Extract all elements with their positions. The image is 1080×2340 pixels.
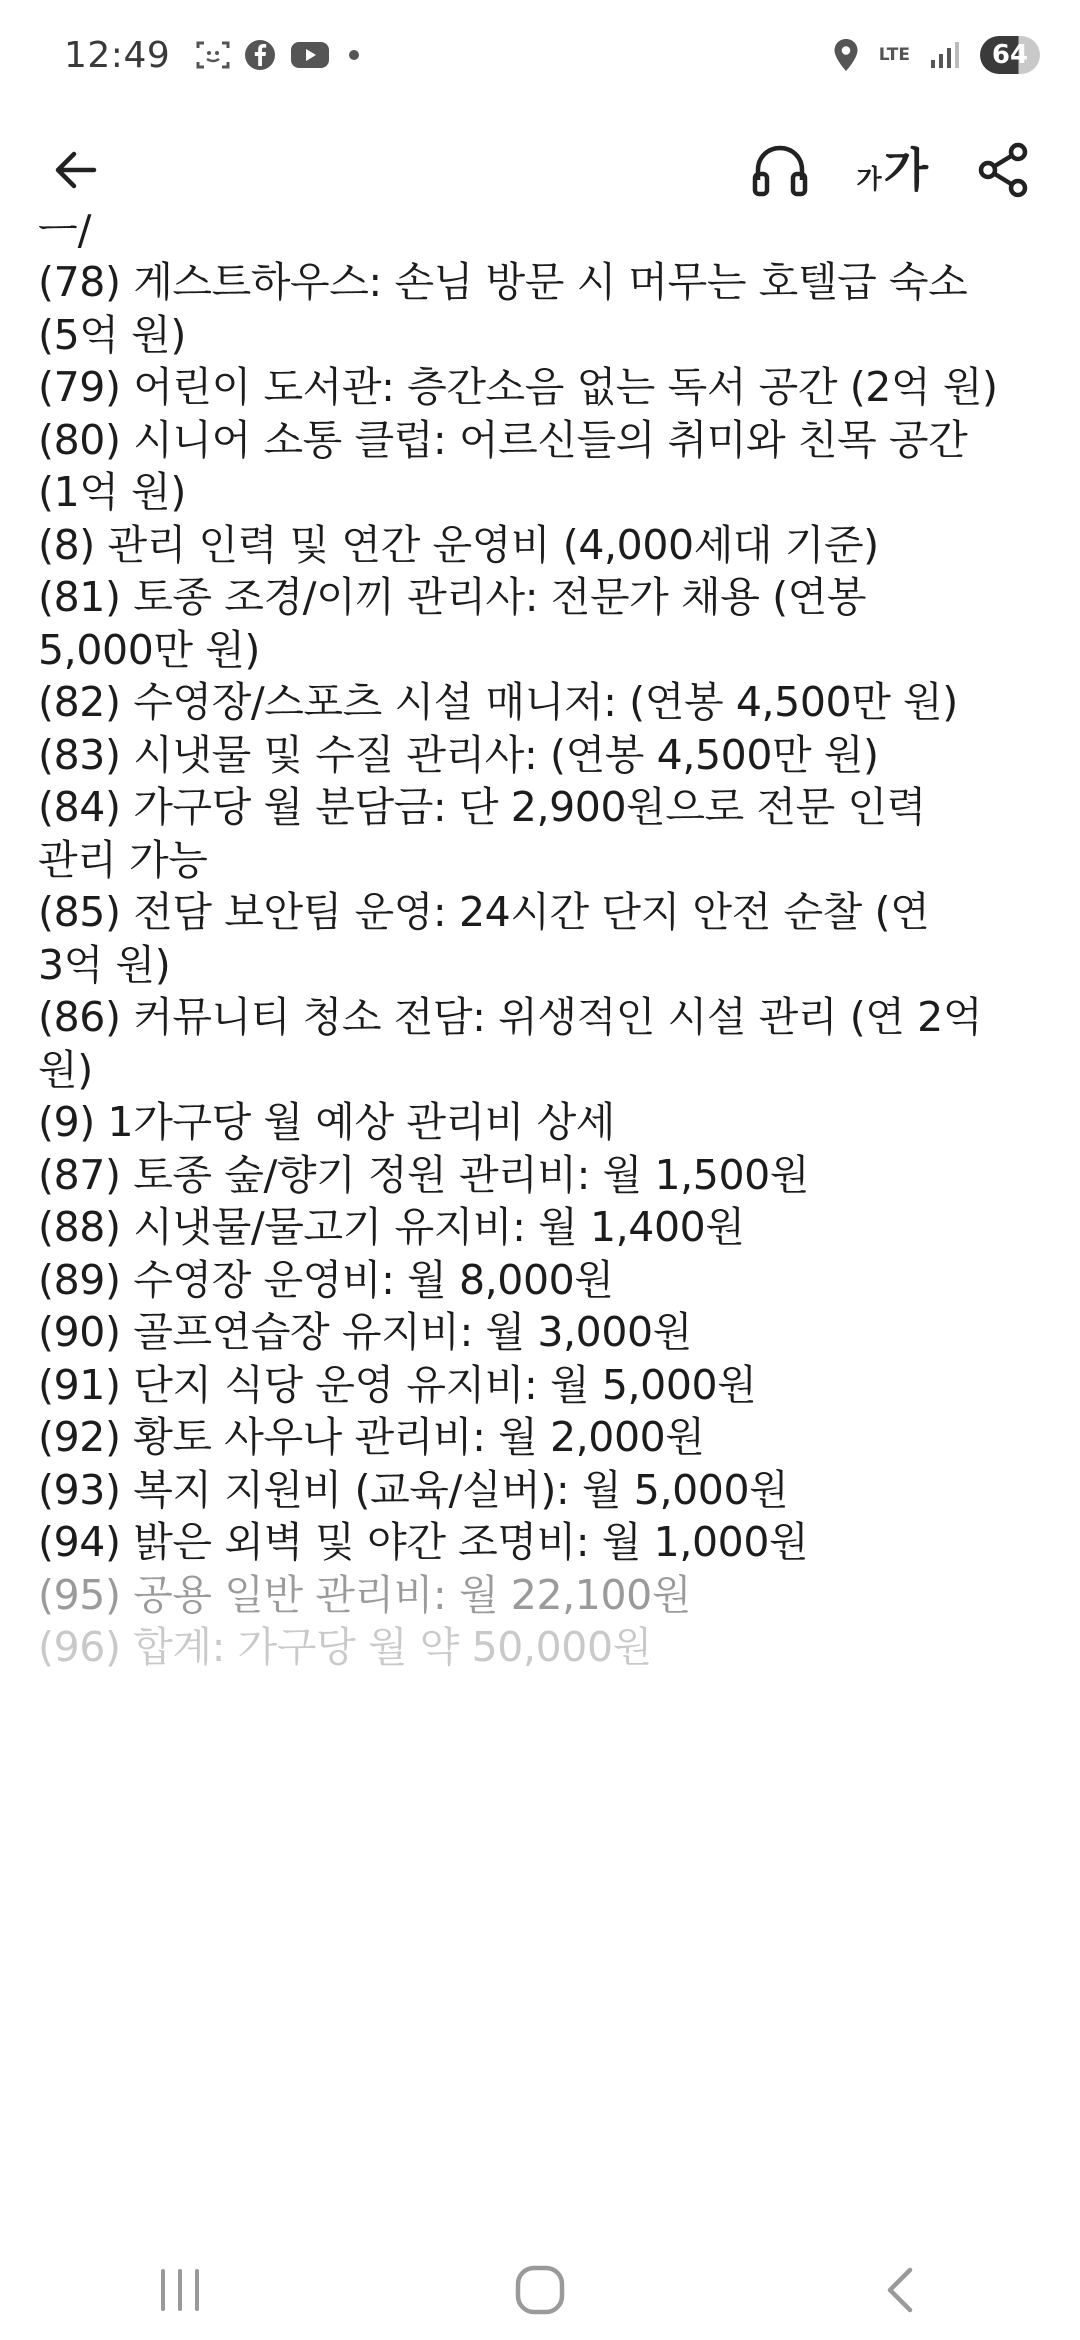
back-button[interactable] [40, 134, 112, 206]
article-line: (8) 관리 인력 및 연간 운영비 (4,000세대 기준) [38, 520, 879, 569]
article-line: (79) 어린이 도서관: 층간소음 없는 독서 공간 (2억 원) [38, 363, 998, 411]
home-button[interactable] [480, 2250, 600, 2330]
article-line: (82) 수영장/스포츠 시설 매니저: (연봉 4,500만 원) [38, 678, 958, 726]
recent-apps-button[interactable] [120, 2250, 240, 2330]
article-line: 3억 원) [38, 940, 171, 989]
battery-level: 64 [991, 40, 1029, 70]
article-line: (81) 토종 조경/이끼 관리사: 전문가 채용 (연봉 [38, 573, 867, 621]
article-line: (1억 원) [38, 468, 186, 516]
lte-label: LTE [878, 45, 910, 65]
article-line: (90) 골프연습장 유지비: 월 3,000원 [38, 1308, 692, 1356]
article-line: (88) 시냇물/물고기 유지비: 월 1,400원 [38, 1203, 745, 1251]
article-line: 5,000만 원) [38, 625, 261, 674]
lte-icon [879, 47, 910, 63]
article-line: (94) 밝은 외벽 및 야간 조명비: 월 1,000원 [38, 1518, 809, 1566]
article-line: (80) 시니어 소통 클럽: 어르신들의 취미와 친목 공간 [38, 415, 968, 464]
article-line: (92) 황토 사우나 관리비: 월 2,000원 [38, 1413, 705, 1461]
article-line-faded-2: (96) 합계: 가구당 월 약 50,000원 [38, 1623, 652, 1671]
facebook-icon [244, 39, 276, 71]
share-icon [976, 142, 1032, 198]
nav-back-button[interactable] [840, 2250, 960, 2330]
status-icons-right [833, 36, 1040, 74]
app-bar-actions [744, 134, 1040, 206]
font-size-button[interactable] [856, 145, 928, 195]
article-line-cut [38, 205, 1048, 256]
home-icon [512, 2262, 568, 2318]
arrow-left-icon [50, 144, 102, 196]
notification-dot-icon [344, 45, 364, 65]
navigation-bar [0, 2240, 1080, 2340]
status-time: 12:49 [64, 34, 171, 76]
listen-button[interactable] [744, 134, 816, 206]
font-size-large-label: 가 [883, 143, 928, 197]
article-line: (89) 수영장 운영비: 월 8,000원 [38, 1255, 614, 1304]
headphones-icon [750, 142, 810, 198]
article-line: (83) 시냇물 및 수질 관리사: (연봉 4,500만 원) [38, 730, 879, 779]
article-content [38, 205, 1048, 2340]
article-line: (91) 단지 식당 운영 유지비: 월 5,000원 [38, 1360, 757, 1409]
nav-back-icon [880, 2264, 920, 2316]
battery-icon [980, 36, 1040, 74]
signal-icon [930, 40, 960, 70]
recent-apps-icon [155, 2267, 205, 2313]
screenshot-icon [196, 40, 230, 70]
article-line: (9) 1가구당 월 예상 관리비 상세 [38, 1098, 615, 1146]
status-bar [0, 0, 1080, 110]
share-button[interactable] [968, 134, 1040, 206]
article-line-faded: (95) 공용 일반 관리비: 월 22,100원 [38, 1570, 692, 1619]
article-line: (86) 커뮤니티 청소 전담: 위생적인 시설 관리 (연 2억 [38, 993, 983, 1041]
article-line: (84) 가구당 월 분담금: 단 2,900원으로 전문 인력 [38, 783, 926, 831]
article-line: (85) 전담 보안팀 운영: 24시간 단지 안전 순찰 (연 [38, 888, 930, 936]
article-line: (78) 게스트하우스: 손님 방문 시 머무는 호텔급 숙소 [38, 258, 968, 306]
youtube-icon [290, 40, 330, 70]
app-bar [0, 110, 1080, 230]
article-line: (87) 토종 숲/향기 정원 관리비: 월 1,500원 [38, 1150, 810, 1199]
location-icon [833, 38, 859, 72]
article-line: 원) [38, 1045, 93, 1094]
article-line-cut-text: ㅡ/ [38, 205, 92, 254]
status-icons-left [196, 39, 364, 71]
font-size-small-label: 가 [856, 165, 882, 195]
article-line: (5억 원) [38, 310, 186, 359]
article-line: (93) 복지 지원비 (교육/실버): 월 5,000원 [38, 1465, 789, 1514]
article-line: 관리 가능 [38, 835, 208, 884]
